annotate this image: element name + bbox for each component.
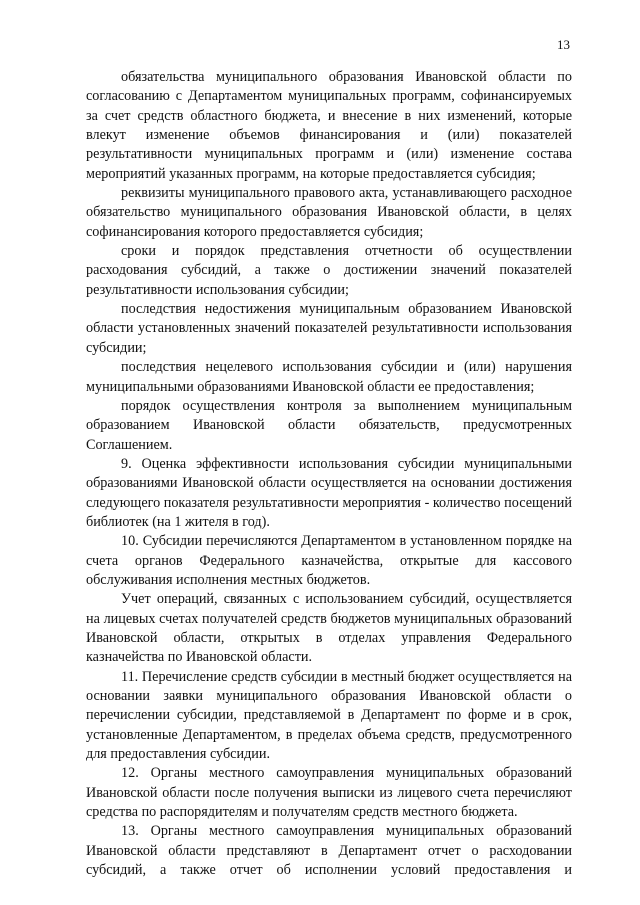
- document-body: [86, 68, 572, 880]
- paragraph-accounting: Учет операций, связанных с использованием субсидий, осуществляется на лицевых счетах получателей средств бюджетов муниципальных образований Ивановской области, открытых в отделах управления Федерального казначейства по Ивановской области.: [86, 591, 572, 666]
- paragraph-item-13: 13. Органы местного самоуправления муниципальных образований Ивановской области представляют в Департамент отчет о расходовании субсидий, а также отчет об исполнении условий предоставления и: [86, 823, 572, 879]
- paragraph-item-11: 11. Перечисление средств субсидии в местный бюджет осуществляется на основании заявки муниципального образования Ивановской области о перечислении субсидии, представляемой в Департамент по форме и в срок, установленные Департаментом, в пределах объема средств, предусмотренного для предоставления субсидии.: [86, 668, 572, 763]
- paragraph-underachievement-consequences: последствия недостижения муниципальным образованием Ивановской области установленных значений показателей результативности использования субсидии;: [86, 301, 572, 356]
- page-number: 13: [557, 37, 570, 52]
- paragraph-item-10: 10. Субсидии перечисляются Департаментом в установленном порядке на счета органов Федерального казначейства, открытые для кассового обслуживания исполнения местных бюджетов.: [86, 533, 572, 588]
- paragraph-reporting-terms: сроки и порядок представления отчетности об осуществлении расходования субсидий, а также о достижении значений показателей результативности использования субсидии;: [86, 243, 572, 298]
- paragraph-control-procedure: порядок осуществления контроля за выполнением муниципальным образованием Ивановской области обязательств, предусмотренных Соглашением.: [86, 397, 572, 453]
- paragraph-misuse-consequences: последствия нецелевого использования субсидии и (или) нарушения муниципальными образованиями Ивановской области ее предоставления;: [86, 359, 572, 395]
- paragraph-legal-act-details: реквизиты муниципального правового акта, устанавливающего расходное обязательство муниципального образования Ивановской области, в целях софинансирования которого предоставляется субсидия;: [86, 185, 572, 240]
- paragraph-item-9: 9. Оценка эффективности использования субсидии муниципальными образованиями Ивановской области осуществляется на основании достижения следующего показателя результативности мероприятия - количество посещений библиотек (на 1 жителя в год).: [86, 455, 572, 530]
- paragraph-item-12: 12. Органы местного самоуправления муниципальных образований Ивановской области после получения выписки из лицевого счета перечисляют средства по распорядителям и получателям средств местного бюджета.: [86, 765, 572, 821]
- paragraph-continued-obligations: обязательства муниципального образования Ивановской области по согласованию с Департаментом муниципальных программ, софинансируемых за счет средств областного бюджета, и внесение в них изменений, которые влекут изменение объемов финансирования и (или) показателей результативности муниципальных программ и (или) изменение состава мероприятий указанных программ, на которые предоставляется субсидия;: [86, 69, 572, 182]
